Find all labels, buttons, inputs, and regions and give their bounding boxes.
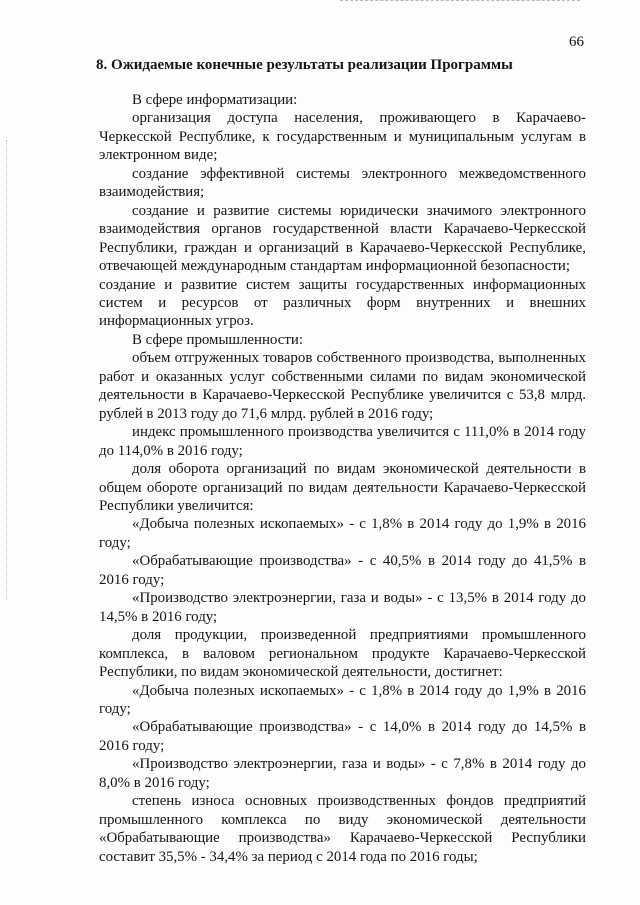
page-number: 66	[569, 34, 584, 50]
paragraph: индекс промышленного производства увеличится с 111,0% в 2014 году до 114,0% в 2016 году;	[99, 424, 586, 459]
paragraph: создание и развитие системы юридически значимого электронного взаимодействия органов государственной власти Карачаево-Черкесской Республики, граждан и организаций в Карачаево-Черкесской Республике, отвечающей международным стандартам информационной безопасности;	[99, 202, 586, 275]
paragraph: доля продукции, произведенной предприятиями промышленного комплекса, в валовом региональном продукте Карачаево-Черкесской Республики, по видам экономической деятельности, достигнет:	[99, 627, 586, 681]
scan-edge-left	[6, 140, 8, 600]
paragraph: доля оборота организаций по видам экономической деятельности в общем обороте организаций по видам деятельности Карачаево-Черкесской Республики увеличится:	[99, 461, 586, 514]
paragraph: «Добыча полезных ископаемых» - с 1,8% в 2014 году до 1,9% в 2016 году;	[99, 682, 586, 717]
paragraph: «Производство электроэнергии, газа и воды» - с 13,5% в 2014 году до 14,5% в 2016 году;	[99, 590, 586, 625]
paragraph: организация доступа населения, проживающего в Карачаево-Черкесской Республике, к государственным и муниципальным услугам в электронном виде;	[99, 110, 586, 164]
paragraph: В сфере промышленности:	[132, 331, 303, 348]
paragraph: В сфере информатизации:	[132, 92, 298, 108]
paragraph: «Добыча полезных ископаемых» - с 1,8% в 2014 году до 1,9% в 2016 году;	[99, 516, 586, 551]
paragraph: «Производство электроэнергии, газа и воды» - с 7,8% в 2014 году до 8,0% в 2016 году;	[99, 756, 586, 791]
paragraph: создание и развитие систем защиты государственных информационных систем и ресурсов от различных форм внутренних и внешних информационных угроз.	[99, 276, 586, 330]
paragraph: создание эффективной системы электронного межведомственного взаимодействия;	[99, 165, 586, 201]
paragraph: «Обрабатывающие производства» - с 14,0% в 2014 году до 14,5% в 2016 году;	[99, 719, 586, 754]
paragraph: «Обрабатывающие производства» - с 40,5% в 2014 году до 41,5% в 2016 году;	[99, 553, 586, 588]
paragraph: степень износа основных производственных фондов предприятий промышленного комплекса по виду экономической деятельности «Обрабатывающие производства» Карачаево-Черкесской Республики составит 35,5% - 34,4% за период с 2014 года по 2016 годы;	[99, 793, 586, 865]
paragraph: объем отгруженных товаров собственного производства, выполненных работ и оказанных услуг собственными силами по видам экономической деятельности в Карачаево-Черкесской Республике увеличится с 53,8 млрд. рублей в 2013 году до 71,6 млрд. рублей в 2016 году;	[99, 350, 586, 422]
document-body	[99, 91, 586, 866]
scan-edge-top	[340, 0, 580, 5]
section-title: 8. Ожидаемые конечные результаты реализации Программы	[96, 57, 513, 73]
